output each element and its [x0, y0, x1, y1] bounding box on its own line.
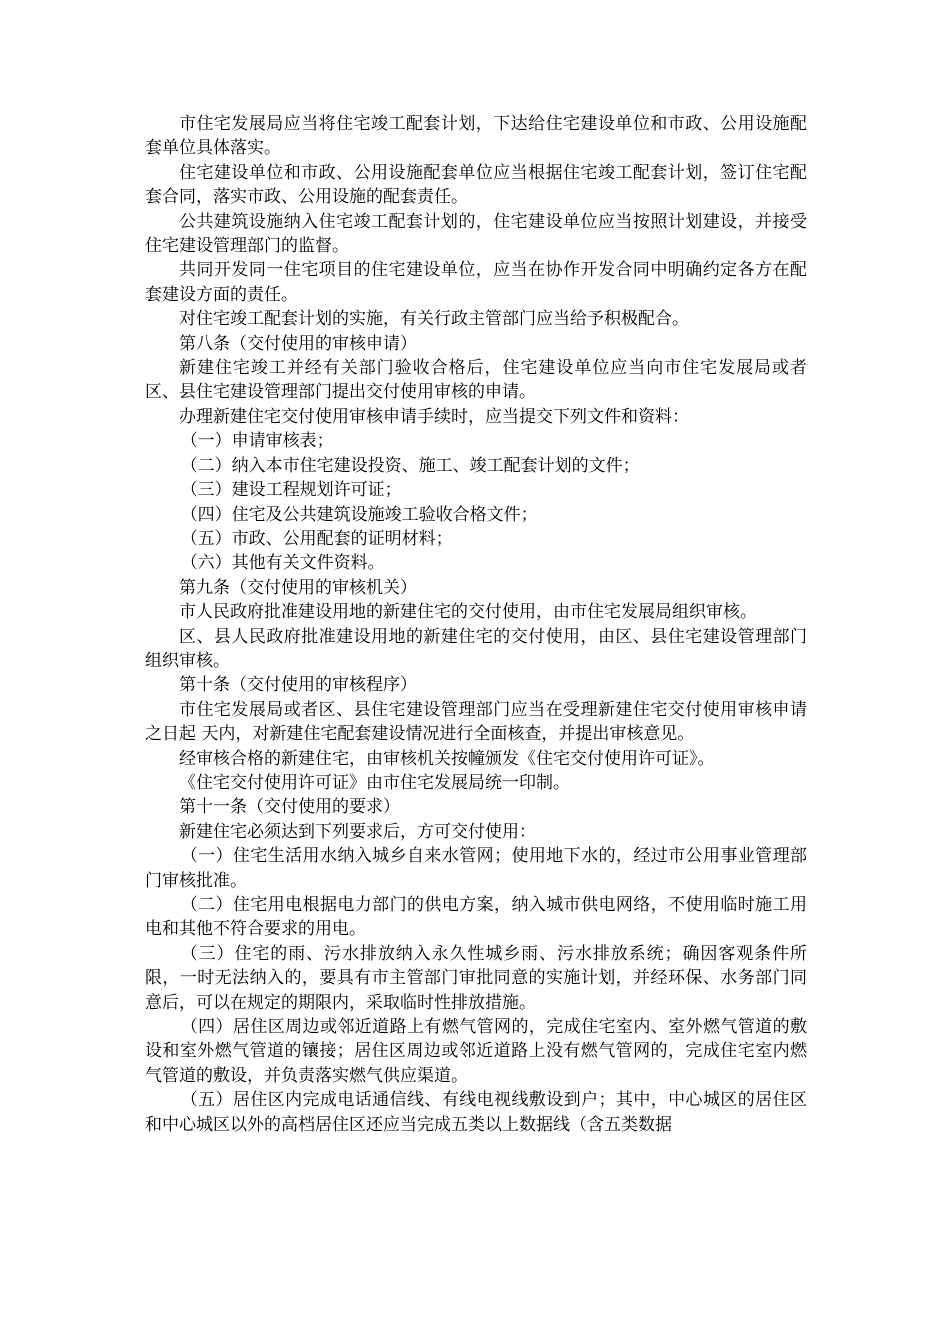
- article-10-heading: 第十条（交付使用的审核程序）: [179, 675, 417, 696]
- paragraph-1: 市住宅发展局应当将住宅竣工配套计划，下达给住宅建设单位和市政、公用设施配套单位具体落实。: [145, 114, 807, 159]
- article-11-heading: 第十一条（交付使用的要求）: [179, 797, 400, 818]
- paragraph-19: 市住宅发展局或者区、县住宅建设管理部门应当在受理新建住宅交付使用审核申请之日起 天内，对新建住宅配套建设情况进行全面核查，并提出审核意见。: [145, 699, 807, 745]
- article-9-heading: 第九条（交付使用的审核机关）: [179, 577, 417, 598]
- requirement-3: （三）住宅的雨、污水排放纳入永久性城乡雨、污水排放系统；确因客观条件所限，一时无法纳入的，要具有市主管部门审批同意的实施计划，并经环保、水务部门同意后，可以在规定的期限内，采取临时性排放措施。: [145, 943, 807, 1013]
- paragraph-3: 公共建筑设施纳入住宅竣工配套计划的，住宅建设单位应当按照计划建设，并接受住宅建设管理部门的监督。: [145, 211, 807, 257]
- requirement-2: （二）住宅用电根据电力部门的供电方案，纳入城市供电网络，不使用临时施工用电和其他不符合要求的用电。: [145, 895, 807, 940]
- requirement-1: （一）住宅生活用水纳入城乡自来水管网；使用地下水的，经过市公用事业管理部门审核批准。: [145, 846, 807, 891]
- paragraph-7: 新建住宅竣工并经有关部门验收合格后，住宅建设单位应当向市住宅发展局或者区、县住宅建设管理部门提出交付使用审核的申请。: [145, 358, 807, 403]
- paragraph-17: 区、县人民政府批准建设用地的新建住宅的交付使用，由区、县住宅建设管理部门组织审核。: [145, 626, 807, 671]
- paragraph-4: 共同开发同一住宅项目的住宅建设单位，应当在协作开发合同中明确约定各方在配套建设方面的责任。: [145, 260, 807, 305]
- paragraph-8: 办理新建住宅交付使用审核申请手续时，应当提交下列文件和资料：: [179, 406, 689, 427]
- list-item-2: （二）纳入本市住宅建设投资、施工、竣工配套计划的文件；: [180, 455, 640, 476]
- list-item-3: （三）建设工程规划许可证；: [180, 480, 402, 501]
- list-item-5: （五）市政、公用配套的证明材料；: [180, 528, 453, 549]
- paragraph-23: 新建住宅必须达到下列要求后，方可交付使用：: [179, 821, 536, 842]
- paragraph-20: 经审核合格的新建住宅，由审核机关按幢颁发《住宅交付使用许可证》。: [179, 748, 715, 769]
- paragraph-16: 市人民政府批准建设用地的新建住宅的交付使用，由市住宅发展局组织审核。: [179, 602, 757, 623]
- paragraph-5: 对住宅竣工配套计划的实施，有关行政主管部门应当给予积极配合。: [179, 309, 689, 330]
- article-8-heading: 第八条（交付使用的审核申请）: [179, 333, 417, 354]
- requirement-4: （四）居住区周边或邻近道路上有燃气管网的，完成住宅室内、室外燃气管道的敷设和室外燃气管道的镶接；居住区周边或邻近道路上没有燃气管网的，完成住宅室内燃气管道的敷设，并负责落实燃气供应渠道。: [145, 1017, 807, 1086]
- list-item-1: （一）申请审核表；: [180, 431, 334, 452]
- requirement-5: （五）居住区内完成电话通信线、有线电视线敷设到户；其中，中心城区的居住区和中心城区以外的高档居住区还应当完成五类以上数据线（含五类数据: [145, 1090, 807, 1135]
- paragraph-2: 住宅建设单位和市政、公用设施配套单位应当根据住宅竣工配套计划，签订住宅配套合同，落实市政、公用设施的配套责任。: [145, 162, 807, 208]
- list-item-4: （四）住宅及公共建筑设施竣工验收合格文件；: [180, 504, 538, 525]
- paragraph-21: 《住宅交付使用许可证》由市住宅发展局统一印制。: [179, 772, 570, 793]
- document-page: [145, 112, 807, 1137]
- list-item-6: （六）其他有关文件资料。: [180, 553, 385, 574]
